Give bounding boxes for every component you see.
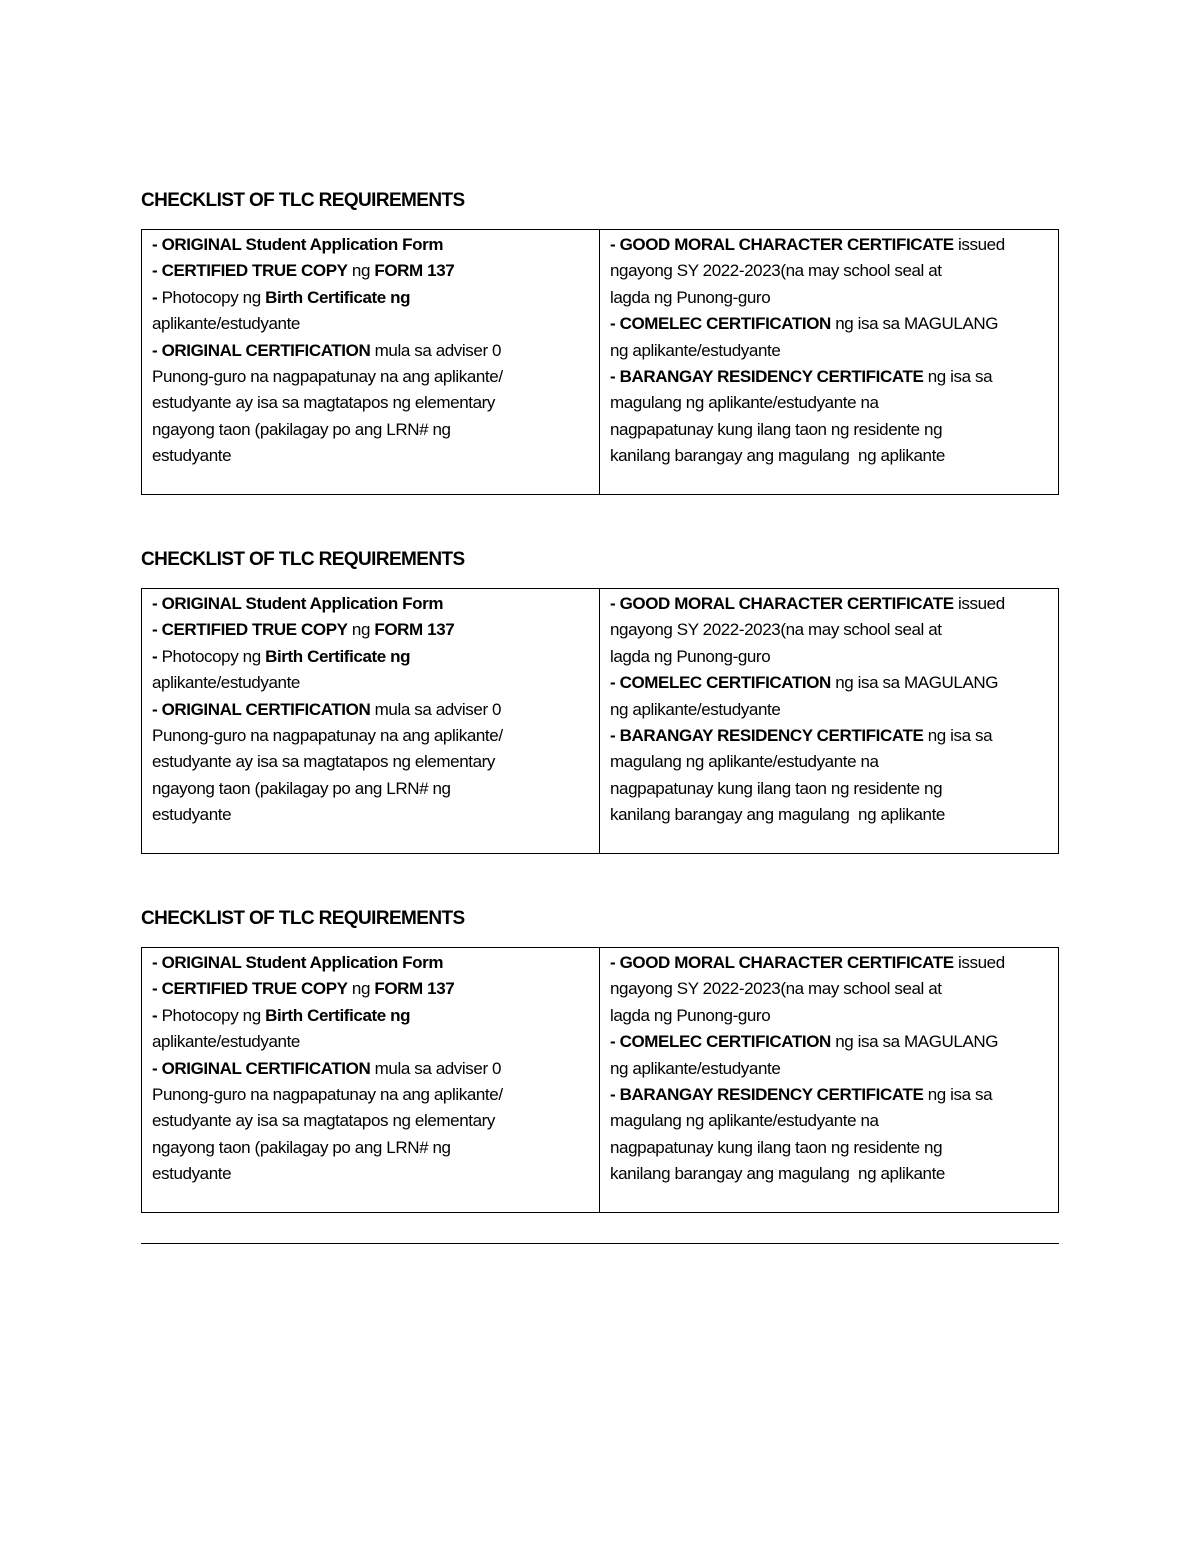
req-bold-text: - bbox=[152, 287, 158, 307]
req-line bbox=[610, 802, 1050, 828]
req-text: ng isa sa MAGULANG bbox=[830, 673, 999, 693]
req-line bbox=[610, 417, 1050, 443]
req-line bbox=[152, 417, 591, 443]
req-text: aplikante/estudyante bbox=[152, 673, 300, 693]
req-line bbox=[152, 364, 591, 390]
req-line bbox=[152, 285, 591, 311]
req-line bbox=[152, 1003, 591, 1029]
req-line bbox=[610, 285, 1050, 311]
req-line bbox=[152, 1108, 591, 1134]
req-line bbox=[152, 1135, 591, 1161]
req-bold-text: - COMELEC CERTIFICATION bbox=[610, 673, 831, 693]
req-line bbox=[610, 390, 1050, 416]
requirements-right-column bbox=[600, 589, 1058, 853]
req-text: aplikante/estudyante bbox=[152, 314, 300, 334]
req-bold-text: - GOOD MORAL CHARACTER CERTIFICATE bbox=[610, 594, 954, 613]
req-text: ng bbox=[347, 261, 375, 281]
req-text: lagda ng Punong-guro bbox=[610, 646, 771, 666]
req-text: magulang ng aplikante/estudyante na bbox=[610, 393, 879, 413]
req-text: nagpapatunay kung ilang taon ng residente ng bbox=[610, 419, 943, 439]
req-text: Punong-guro na nagpapatunay na ang aplikante/ bbox=[152, 366, 503, 386]
req-text: lagda ng Punong-guro bbox=[610, 287, 771, 307]
req-line bbox=[610, 311, 1050, 337]
req-text: nagpapatunay kung ilang taon ng residente ng bbox=[610, 778, 943, 798]
req-bold-text: - ORIGINAL CERTIFICATION bbox=[152, 1058, 371, 1078]
req-bold-text: FORM 137 bbox=[374, 261, 455, 281]
checklist-title: CHECKLIST OF TLC REQUIREMENTS bbox=[141, 549, 465, 570]
checklist-title: CHECKLIST OF TLC REQUIREMENTS bbox=[141, 190, 465, 211]
req-bold-text: - BARANGAY RESIDENCY CERTIFICATE bbox=[610, 366, 924, 386]
req-line bbox=[610, 443, 1050, 469]
req-text: ng isa sa MAGULANG bbox=[830, 314, 999, 334]
req-line bbox=[152, 338, 591, 364]
req-bold-text: - ORIGINAL CERTIFICATION bbox=[152, 699, 371, 719]
bottom-divider bbox=[141, 1243, 1059, 1244]
requirements-table bbox=[141, 947, 1059, 1213]
req-line bbox=[610, 1135, 1050, 1161]
req-bold-text: Birth Certificate ng bbox=[265, 1005, 411, 1025]
req-line bbox=[610, 776, 1050, 802]
req-line bbox=[610, 1161, 1050, 1187]
req-text: estudyante ay isa sa magtatapos ng elementary bbox=[152, 752, 495, 772]
req-text: kanilang barangay ang magulang ng aplikante bbox=[610, 446, 945, 466]
req-bold-text: - ORIGINAL Student Application Form bbox=[152, 594, 444, 613]
req-line bbox=[610, 591, 1050, 617]
req-text: Photocopy ng bbox=[157, 287, 266, 307]
req-text: ng isa sa bbox=[923, 366, 993, 386]
req-text: nagpapatunay kung ilang taon ng residente ng bbox=[610, 1137, 943, 1157]
req-bold-text: FORM 137 bbox=[374, 620, 455, 640]
req-bold-text: - ORIGINAL Student Application Form bbox=[152, 953, 444, 972]
req-line bbox=[610, 1108, 1050, 1134]
req-line bbox=[610, 697, 1050, 723]
req-line bbox=[610, 749, 1050, 775]
req-text: ng bbox=[347, 979, 375, 999]
req-text: ng aplikante/estudyante bbox=[610, 340, 781, 360]
req-text: estudyante bbox=[152, 805, 232, 825]
req-bold-text: - CERTIFIED TRUE COPY bbox=[152, 979, 348, 999]
requirements-table bbox=[141, 229, 1059, 495]
req-line bbox=[152, 1056, 591, 1082]
requirements-left-column bbox=[142, 230, 600, 494]
req-line bbox=[152, 1161, 591, 1187]
req-text: Photocopy ng bbox=[157, 1005, 266, 1025]
req-text: issued bbox=[953, 594, 1005, 613]
req-line bbox=[152, 617, 591, 643]
req-text: Punong-guro na nagpapatunay na ang aplikante/ bbox=[152, 725, 503, 745]
req-text: issued bbox=[953, 953, 1005, 972]
req-bold-text: Birth Certificate ng bbox=[265, 287, 411, 307]
req-text: ngayong taon (pakilagay po ang LRN# ng bbox=[152, 419, 451, 439]
requirements-left-column bbox=[142, 589, 600, 853]
req-bold-text: - bbox=[152, 646, 158, 666]
req-bold-text: Birth Certificate ng bbox=[265, 646, 411, 666]
req-line bbox=[152, 311, 591, 337]
req-text: ng isa sa MAGULANG bbox=[830, 1032, 999, 1052]
req-text: ngayong taon (pakilagay po ang LRN# ng bbox=[152, 778, 451, 798]
req-text: ng aplikante/estudyante bbox=[610, 699, 781, 719]
req-line bbox=[152, 950, 591, 976]
requirements-left-column bbox=[142, 948, 600, 1212]
req-bold-text: - GOOD MORAL CHARACTER CERTIFICATE bbox=[610, 953, 954, 972]
req-line bbox=[152, 697, 591, 723]
req-text: mula sa adviser 0 bbox=[370, 699, 502, 719]
req-line bbox=[152, 749, 591, 775]
req-text: ng aplikante/estudyante bbox=[610, 1058, 781, 1078]
req-text: ngayong SY 2022-2023(na may school seal at bbox=[610, 620, 942, 640]
req-text: issued bbox=[953, 235, 1005, 254]
req-line bbox=[152, 443, 591, 469]
req-text: magulang ng aplikante/estudyante na bbox=[610, 752, 879, 772]
req-bold-text: FORM 137 bbox=[374, 979, 455, 999]
req-line bbox=[610, 950, 1050, 976]
req-bold-text: - BARANGAY RESIDENCY CERTIFICATE bbox=[610, 1084, 924, 1104]
req-line bbox=[152, 723, 591, 749]
req-line bbox=[610, 1082, 1050, 1108]
req-line bbox=[152, 670, 591, 696]
req-line bbox=[152, 591, 591, 617]
req-text: estudyante ay isa sa magtatapos ng elementary bbox=[152, 1111, 495, 1131]
req-text: Punong-guro na nagpapatunay na ang aplikante/ bbox=[152, 1084, 503, 1104]
req-line bbox=[610, 364, 1050, 390]
req-text: ng isa sa bbox=[923, 1084, 993, 1104]
req-line bbox=[152, 776, 591, 802]
req-text: mula sa adviser 0 bbox=[370, 340, 502, 360]
req-line bbox=[610, 1056, 1050, 1082]
req-line bbox=[610, 258, 1050, 284]
req-line bbox=[152, 258, 591, 284]
req-line bbox=[152, 1082, 591, 1108]
req-text: magulang ng aplikante/estudyante na bbox=[610, 1111, 879, 1131]
req-line bbox=[610, 670, 1050, 696]
req-text: aplikante/estudyante bbox=[152, 1032, 300, 1052]
req-text: ngayong SY 2022-2023(na may school seal at bbox=[610, 979, 942, 999]
req-line bbox=[152, 1029, 591, 1055]
req-bold-text: - ORIGINAL Student Application Form bbox=[152, 235, 444, 254]
req-bold-text: - CERTIFIED TRUE COPY bbox=[152, 261, 348, 281]
req-text: kanilang barangay ang magulang ng aplikante bbox=[610, 805, 945, 825]
req-line bbox=[610, 617, 1050, 643]
req-line bbox=[152, 644, 591, 670]
req-line bbox=[152, 802, 591, 828]
req-bold-text: - COMELEC CERTIFICATION bbox=[610, 1032, 831, 1052]
req-line bbox=[152, 390, 591, 416]
req-line bbox=[610, 976, 1050, 1002]
req-text: ngayong taon (pakilagay po ang LRN# ng bbox=[152, 1137, 451, 1157]
req-text: estudyante bbox=[152, 446, 232, 466]
req-bold-text: - CERTIFIED TRUE COPY bbox=[152, 620, 348, 640]
req-text: Photocopy ng bbox=[157, 646, 266, 666]
req-line bbox=[152, 976, 591, 1002]
req-text: estudyante ay isa sa magtatapos ng elementary bbox=[152, 393, 495, 413]
requirements-right-column bbox=[600, 230, 1058, 494]
requirements-table bbox=[141, 588, 1059, 854]
req-bold-text: - COMELEC CERTIFICATION bbox=[610, 314, 831, 334]
checklist-title: CHECKLIST OF TLC REQUIREMENTS bbox=[141, 908, 465, 929]
req-text: ng isa sa bbox=[923, 725, 993, 745]
requirements-right-column bbox=[600, 948, 1058, 1212]
req-text: estudyante bbox=[152, 1164, 232, 1184]
req-line bbox=[610, 232, 1050, 258]
req-bold-text: - ORIGINAL CERTIFICATION bbox=[152, 340, 371, 360]
req-line bbox=[152, 232, 591, 258]
req-line bbox=[610, 723, 1050, 749]
req-text: lagda ng Punong-guro bbox=[610, 1005, 771, 1025]
req-text: ngayong SY 2022-2023(na may school seal at bbox=[610, 261, 942, 281]
req-line bbox=[610, 1003, 1050, 1029]
req-line bbox=[610, 1029, 1050, 1055]
req-bold-text: - BARANGAY RESIDENCY CERTIFICATE bbox=[610, 725, 924, 745]
req-text: ng bbox=[347, 620, 375, 640]
req-line bbox=[610, 644, 1050, 670]
req-line bbox=[610, 338, 1050, 364]
req-text: kanilang barangay ang magulang ng aplikante bbox=[610, 1164, 945, 1184]
req-bold-text: - bbox=[152, 1005, 158, 1025]
req-bold-text: - GOOD MORAL CHARACTER CERTIFICATE bbox=[610, 235, 954, 254]
req-text: mula sa adviser 0 bbox=[370, 1058, 502, 1078]
